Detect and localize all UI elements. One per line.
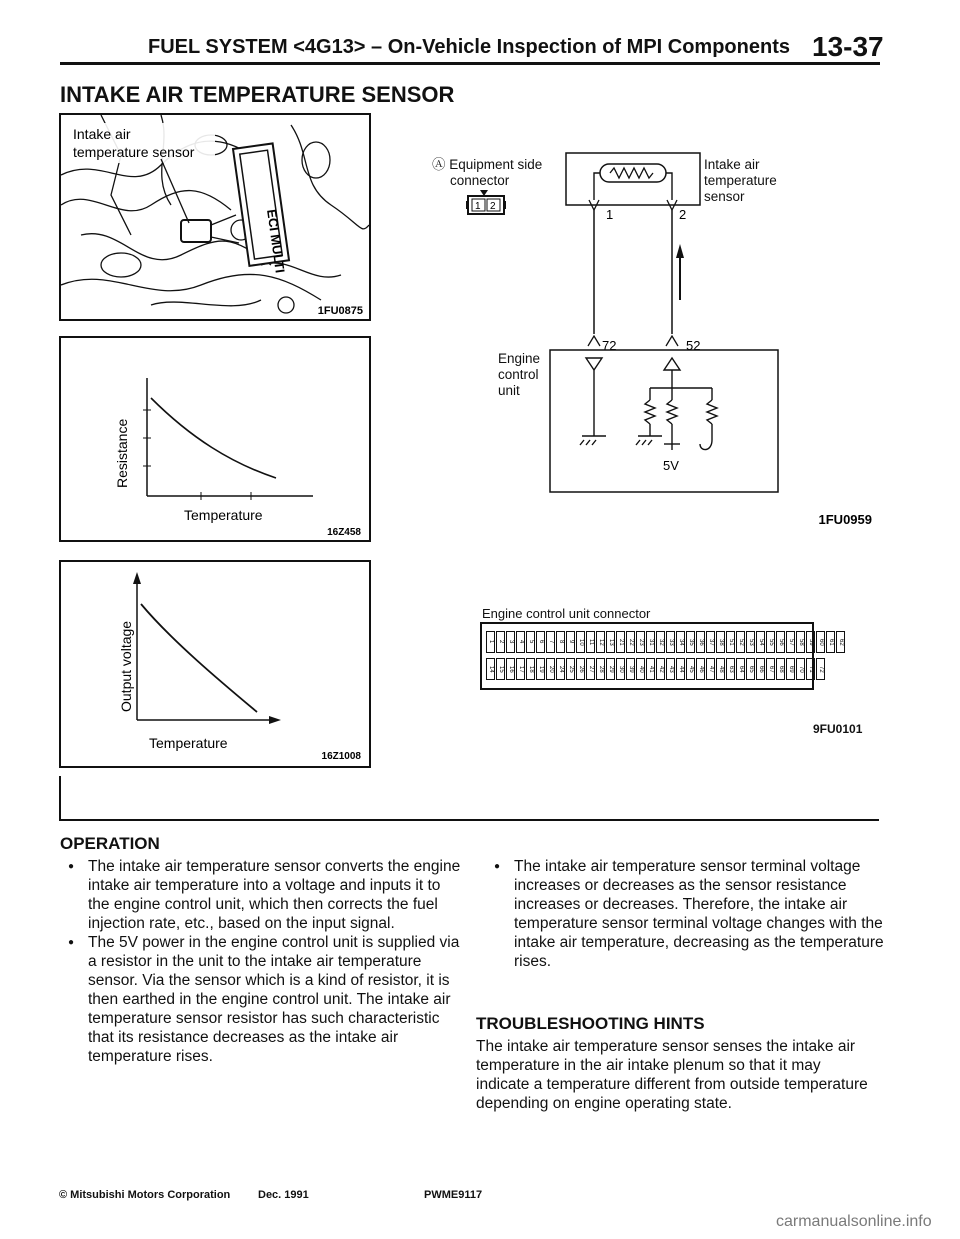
connector-pin: 68 bbox=[776, 658, 785, 680]
resistance-ylabel: Resistance bbox=[114, 418, 130, 488]
connector-pin: 9 bbox=[566, 631, 575, 653]
section-title: INTAKE AIR TEMPERATURE SENSOR bbox=[60, 82, 455, 107]
connector-pin: 24 bbox=[556, 658, 565, 680]
connector-pin: 69 bbox=[786, 658, 795, 680]
connector-pin: 15 bbox=[496, 658, 505, 680]
page-number: 13-37 bbox=[812, 31, 884, 62]
connector-pin: 51 bbox=[726, 631, 735, 653]
resistance-xlabel: Temperature bbox=[184, 507, 263, 523]
connector-pin: 20 bbox=[546, 658, 555, 680]
footer-copyright: © Mitsubishi Motors Corporation bbox=[59, 1189, 231, 1201]
sensor-label-line2: temperature bbox=[704, 173, 777, 188]
sensor-label-line1: Intake air bbox=[704, 157, 760, 172]
resistance-code: 16Z458 bbox=[327, 527, 361, 538]
connector-pin: 27 bbox=[586, 658, 595, 680]
connector-pin: 32 bbox=[656, 631, 665, 653]
connector-pin: 54 bbox=[756, 631, 765, 653]
connector-top-row bbox=[486, 631, 846, 653]
resistance-graph bbox=[61, 338, 369, 540]
operation-right-list bbox=[494, 857, 898, 971]
ecu-internal-circuit bbox=[580, 358, 717, 450]
connector-pin: 26 bbox=[576, 658, 585, 680]
operation-bullet-3: ● The intake air temperature sensor terminal voltage increases or decreases as the sensor resistance increases or decreases. Therefore, the intake air temperature sensor terminal voltage changes with the intake air temperature, decreasing as the temperature rises. bbox=[514, 857, 898, 971]
ecu-label-line1: Engine bbox=[498, 351, 541, 366]
photo-code: 1FU0875 bbox=[317, 305, 363, 317]
svg-text:1: 1 bbox=[475, 201, 481, 212]
connector-pin: 40 bbox=[636, 658, 645, 680]
connector-pin: 12 bbox=[596, 631, 605, 653]
connector-pin: 65 bbox=[746, 658, 755, 680]
operation-heading: OPERATION bbox=[60, 834, 160, 853]
connector-pin: 7 bbox=[546, 631, 555, 653]
terminal-72-label: 72 bbox=[602, 338, 617, 353]
voltage-xlabel: Temperature bbox=[149, 735, 228, 751]
connector-pin: 34 bbox=[676, 631, 685, 653]
connector-pin: 60 bbox=[816, 631, 825, 653]
voltage-ylabel: Output voltage bbox=[118, 620, 134, 712]
connector-pin: 46 bbox=[696, 658, 705, 680]
connector-pin: 22 bbox=[626, 631, 635, 653]
ecu-label-line3: unit bbox=[498, 383, 520, 398]
resistance-graph-panel bbox=[59, 336, 371, 542]
troubleshooting-heading: TROUBLESHOOTING HINTS bbox=[476, 1014, 705, 1033]
connector-pin: 37 bbox=[706, 631, 715, 653]
ecu-panel-text: ECI MULTI bbox=[264, 208, 288, 274]
connector-pin: 2 bbox=[496, 631, 505, 653]
connector-pin: 10 bbox=[576, 631, 585, 653]
footer-doc-code: PWME9117 bbox=[424, 1189, 483, 1201]
connector-pin: 18 bbox=[526, 658, 535, 680]
connector-pin: 25 bbox=[566, 658, 575, 680]
header-rule bbox=[60, 62, 880, 65]
supply-5v-label: 5V bbox=[663, 458, 679, 473]
connector-pin: 63 bbox=[726, 658, 735, 680]
circuit-code: 1FU0959 bbox=[818, 512, 872, 525]
connector-pin: 30 bbox=[616, 658, 625, 680]
pin-2-label: 2 bbox=[679, 207, 687, 222]
voltage-y-arrow bbox=[133, 572, 141, 584]
connector-pin: 52 bbox=[736, 631, 745, 653]
connector-pin: 53 bbox=[746, 631, 755, 653]
connector-pin: 8 bbox=[556, 631, 565, 653]
connector-pin: 71 bbox=[806, 658, 815, 680]
connector-pin: 14 bbox=[486, 658, 495, 680]
connector-pin: 56 bbox=[776, 631, 785, 653]
page-header-title: FUEL SYSTEM <4G13> – On-Vehicle Inspection of MPI Components bbox=[148, 36, 790, 58]
connector-pin: 19 bbox=[536, 658, 545, 680]
connector-pin: 44 bbox=[676, 658, 685, 680]
resistance-curve bbox=[151, 398, 276, 478]
voltage-x-arrow bbox=[269, 716, 281, 724]
section-divider bbox=[59, 819, 879, 821]
operation-left-list bbox=[68, 857, 466, 1066]
connector-pin: 29 bbox=[606, 658, 615, 680]
connector-title: Engine control unit connector bbox=[482, 606, 651, 621]
ecu-connector bbox=[480, 622, 844, 690]
connector-pin: 42 bbox=[656, 658, 665, 680]
connector-pin: 23 bbox=[636, 631, 645, 653]
connector-code: 9FU0101 bbox=[813, 722, 863, 736]
connector-pin: 62 bbox=[836, 631, 845, 653]
connector-bottom-row bbox=[486, 658, 826, 680]
connector-pin: 64 bbox=[736, 658, 745, 680]
photo-label-line1: Intake air bbox=[73, 126, 131, 142]
connector-pin: 58 bbox=[796, 631, 805, 653]
engine-photo-drawing bbox=[61, 115, 369, 319]
connector-pin: 3 bbox=[506, 631, 515, 653]
connector-pin: 1 bbox=[486, 631, 495, 653]
connector-pin: 31 bbox=[646, 631, 655, 653]
circuit-diagram bbox=[400, 140, 880, 525]
pin-1-label: 1 bbox=[606, 207, 614, 222]
connector-pin: 17 bbox=[516, 658, 525, 680]
connector-pin: 13 bbox=[606, 631, 615, 653]
svg-text:2: 2 bbox=[490, 201, 496, 212]
voltage-code: 16Z1008 bbox=[321, 751, 361, 762]
connector-pin: 57 bbox=[786, 631, 795, 653]
sensor-resistor-body bbox=[600, 164, 666, 182]
connector-pin: 66 bbox=[756, 658, 765, 680]
connector-pin: 48 bbox=[716, 658, 725, 680]
engine-photo bbox=[59, 113, 371, 321]
connector-pin: 72 bbox=[816, 658, 825, 680]
connector-pin: 55 bbox=[766, 631, 775, 653]
sensor-label-line3: sensor bbox=[704, 189, 745, 204]
connector-pin: 5 bbox=[526, 631, 535, 653]
footer-date: Dec. 1991 bbox=[258, 1189, 309, 1201]
equip-label-line1: Ⓐ Equipment side bbox=[432, 157, 543, 172]
voltage-graph bbox=[61, 562, 369, 766]
connector-pin: 45 bbox=[686, 658, 695, 680]
connector-pin: 35 bbox=[686, 631, 695, 653]
connector-pin: 28 bbox=[596, 658, 605, 680]
connector-pin: 6 bbox=[536, 631, 545, 653]
photo-label-line2: temperature sensor bbox=[73, 144, 195, 160]
connector-pin: 67 bbox=[766, 658, 775, 680]
ecu-label-line2: control bbox=[498, 367, 539, 382]
voltage-graph-panel bbox=[59, 560, 371, 768]
connector-pin: 39 bbox=[626, 658, 635, 680]
left-separator bbox=[59, 776, 61, 820]
connector-pin: 41 bbox=[646, 658, 655, 680]
connector-pin: 21 bbox=[616, 631, 625, 653]
connector-pin: 38 bbox=[716, 631, 725, 653]
connector-pin: 59 bbox=[806, 631, 815, 653]
connector-pin: 61 bbox=[826, 631, 835, 653]
operation-bullet-2: ● The 5V power in the engine control unit is supplied via a resistor in the unit to the intake air temperature sensor. Via the sensor which is a kind of resistor, it is then earthed in the engine control unit. The intake air temperature sensor resistor has such characteristic that its resistance decreases as the intake air temperature rises. bbox=[88, 933, 466, 1066]
current-arrow-head bbox=[676, 244, 684, 258]
troubleshooting-text: The intake air temperature sensor senses the intake air temperature in the air intake plenum so that it may indicate a temperature different from outside temperature depending on engine operating state. bbox=[476, 1038, 868, 1112]
connector-pin: 70 bbox=[796, 658, 805, 680]
watermark: carmanualsonline.info bbox=[776, 1213, 932, 1230]
equip-label-line2: connector bbox=[450, 173, 510, 188]
connector-icon bbox=[466, 190, 506, 214]
connector-pin: 4 bbox=[516, 631, 525, 653]
operation-bullet-1: ● The intake air temperature sensor converts the engine intake air temperature into a voltage and inputs it to the engine control unit, which then corrects the fuel injection rate, etc., based on the input signal. bbox=[88, 857, 466, 933]
terminal-52-label: 52 bbox=[686, 338, 701, 353]
connector-pin: 11 bbox=[586, 631, 595, 653]
connector-pin: 36 bbox=[696, 631, 705, 653]
connector-pin: 16 bbox=[506, 658, 515, 680]
connector-pin: 33 bbox=[666, 631, 675, 653]
connector-pin: 47 bbox=[706, 658, 715, 680]
connector-pin: 43 bbox=[666, 658, 675, 680]
voltage-curve bbox=[141, 604, 257, 712]
